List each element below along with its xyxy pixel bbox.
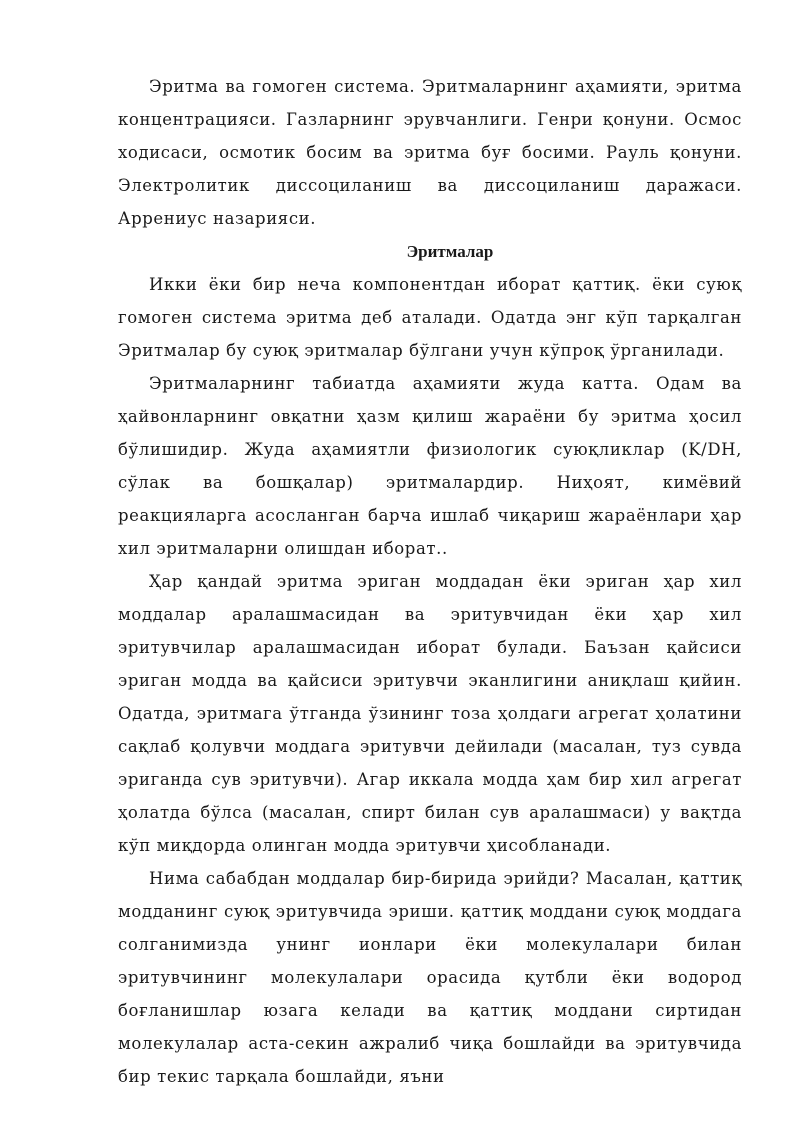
paragraph-dissolution: Нима сабабдан моддалар бир-бирида эрийди? Масалан, қаттиқ модданинг суюқ эритувчида эриши. қаттиқ моддани суюқ моддага солганимизда унинг ионлари ёки молекулалари билан эритувчининг молекулалари орасида қутбли ёки водород боғланишлар юзага келади ва қаттиқ моддани сиртидан молекулалар аста-секин ажралиб чиқа бошлайди ва эритувчида бир текис тарқала бошлайди, яъни: [118, 869, 742, 1086]
section-title: Эритмалар: [406, 242, 494, 261]
paragraph-importance: Эритмаларнинг табиатда аҳамияти жуда катта. Одам ва ҳайвонларнинг овқатни ҳазм қилиш жараёни бу эритма ҳосил бўлишидир. Жуда аҳамиятли физиологик суюқликлар (K/DH, сўлак ва бошқалар) эритмалардир. Ниҳоят, кимёвий реакцияларга асосланган барча ишлаб чиқариш жараёнлари ҳар хил эритмаларни олишдан иборат..: [118, 374, 742, 558]
intro-paragraph: Эритма ва гомоген система. Эритмаларнинг аҳамияти, эритма концентрацияси. Газларнинг эрувчанлиги. Генри қонуни. Осмос ходисаси, осмотик босим ва эритма буғ босими. Рауль қонуни. Электролитик диссоциланиш ва диссоциланиш даражаси. Аррениус назарияси.: [118, 77, 742, 228]
paragraph-composition: Ҳар қандай эритма эриган моддадан ёки эриган ҳар хил моддалар аралашмасидан ва эритувчидан ёки ҳар хил эритувчилар аралашмасидан иборат булади. Баъзан қайсиси эриган модда ва қайсиси эритувчи эканлигини аниқлаш қийин. Одатда, эритмага ўтганда ўзининг тоза ҳолдаги агрегат ҳолатини сақлаб қолувчи моддага эритувчи дейилади (масалан, туз сувда эриганда сув эритувчи). Агар иккала модда ҳам бир хил агрегат ҳолатда бўлса (масалан, спирт билан сув аралашмаси) у вақтда кўп миқдорда олинган модда эритувчи ҳисобланади.: [118, 572, 742, 855]
paragraph-definition: Икки ёки бир неча компонентдан иборат қаттиқ. ёки суюқ гомоген система эритма деб аталади. Одатда энг кўп тарқалган Эритмалар бу суюқ эритмалар бўлгани учун кўпроқ ўрганилади.: [118, 275, 742, 360]
document-page: [118, 70, 742, 1093]
